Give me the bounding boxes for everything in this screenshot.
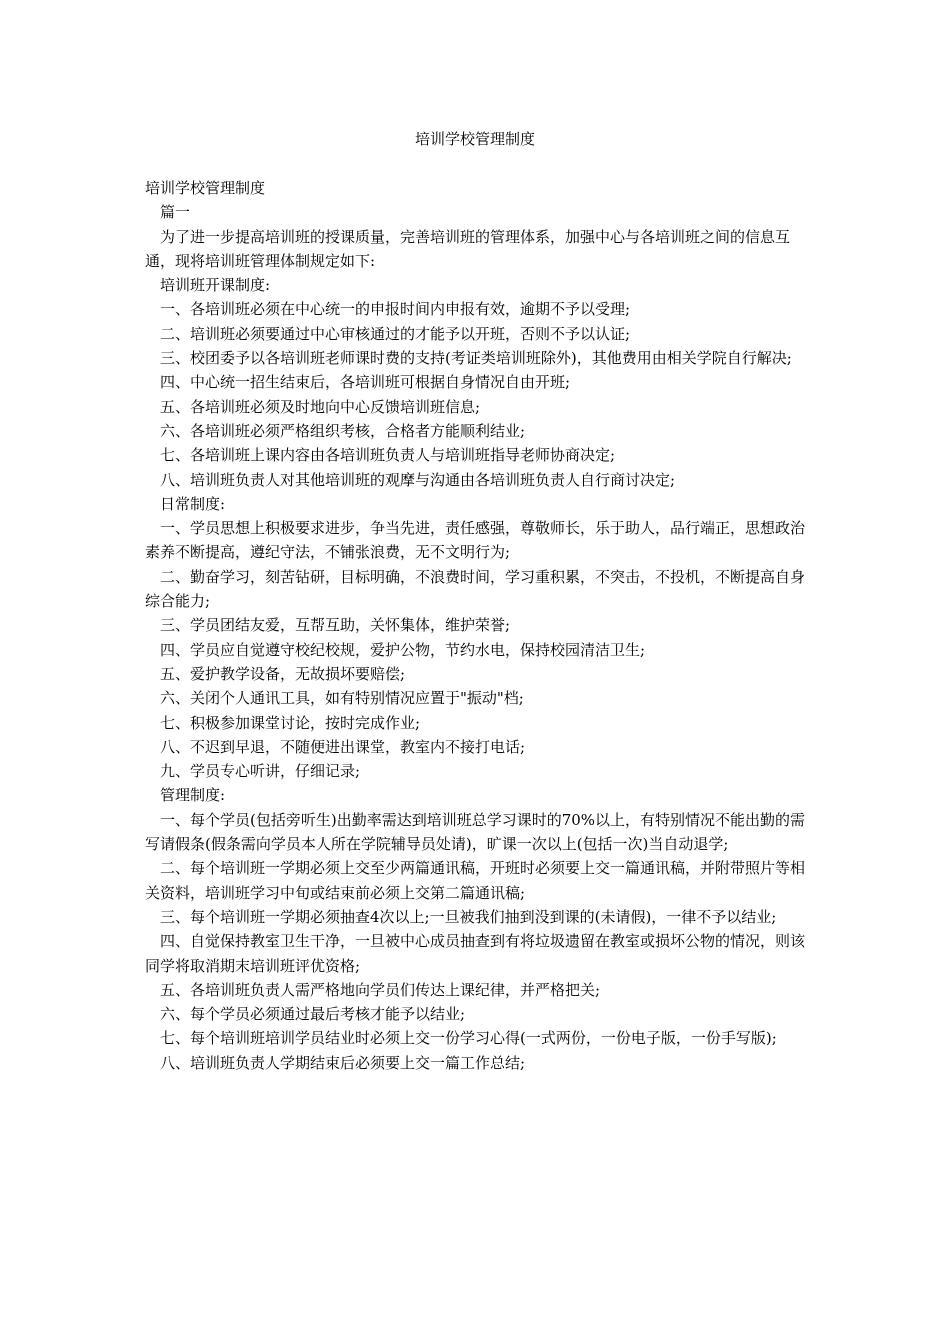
document-body (145, 176, 807, 1075)
paragraph: 为了进一步提高培训班的授课质量，完善培训班的管理体系，加强中心与各培训班之间的信息互通，现将培训班管理体制规定如下: (145, 227, 791, 270)
paragraph: 四、自觉保持教室卫生干净，一旦被中心成员抽查到有将垃圾遗留在教室或损坏公物的情况，则该同学将取消期末培训班评优资格; (145, 932, 806, 975)
paragraph: 二、培训班必须要通过中心审核通过的才能予以开班，否则不予以认证; (160, 324, 631, 343)
doc-heading: 培训学校管理制度 (145, 179, 266, 197)
section-heading: 培训班开课制度: (160, 276, 271, 295)
paragraph: 九、学员专心听讲，仔细记录; (160, 762, 361, 781)
paragraph: 六、各培训班必须严格组织考核，合格者方能顺利结业; (160, 421, 526, 440)
paragraph: 七、每个培训班培训学员结业时必须上交一份学习心得(一式两份，一份电子版，一份手写版); (160, 1029, 777, 1048)
paragraph: 一、每个学员(包括旁听生)出勤率需达到培训班总学习课时的70%以上，有特别情况不能出勤的需写请假条(假条需向学员本人所在学院辅导员处请)，旷课一次以上(包括一次)当自动退学; (145, 810, 806, 854)
paragraph: 八、不迟到早退，不随便进出课堂，教室内不接打电话; (160, 737, 526, 756)
paragraph: 八、培训班负责人学期结束后必须要上交一篇工作总结; (160, 1053, 526, 1072)
paragraph: 七、积极参加课堂讨论，按时完成作业; (160, 713, 421, 732)
paragraph: 五、各培训班必须及时地向中心反馈培训班信息; (160, 397, 481, 416)
paragraph: 一、学员思想上积极要求进步，争当先进，责任感强，尊敬师长，乐于助人，品行端正，思想政治素养不断提高，遵纪守法，不铺张浪费，无不文明行为; (145, 519, 806, 562)
paragraph: 三、学员团结友爱，互帮互助，关怀集体，维护荣誉; (160, 616, 511, 635)
paragraph: 七、各培训班上课内容由各培训班负责人与培训班指导老师协商决定; (160, 446, 616, 465)
paragraph: 五、爱护教学设备，无故损坏要赔偿; (160, 664, 406, 683)
page-title: 培训学校管理制度 (414, 130, 535, 148)
paragraph: 四、学员应自觉遵守校纪校规，爱护公物，节约水电，保持校园清洁卫生; (160, 640, 646, 659)
section-heading: 管理制度: (160, 786, 226, 805)
paragraph: 四、中心统一招生结束后，各培训班可根据自身情况自由开班; (160, 373, 571, 392)
paragraph: 二、每个培训班一学期必须上交至少两篇通讯稿，开班时必须要上交一篇通讯稿，并附带照片等相关资料，培训班学习中旬或结束前必须上交第二篇通讯稿; (145, 859, 806, 902)
paragraph: 八、培训班负责人对其他培训班的观摩与沟通由各培训班负责人自行商讨决定; (160, 470, 676, 489)
paragraph: 三、校团委予以各培训班老师课时费的支持(考证类培训班除外)，其他费用由相关学院自行解决; (160, 349, 792, 368)
paragraph: 五、各培训班负责人需严格地向学员们传达上课纪律，并严格把关; (160, 980, 601, 999)
paragraph: 篇一 (160, 203, 191, 222)
paragraph: 六、每个学员必须通过最后考核才能予以结业; (160, 1005, 466, 1024)
paragraph: 一、各培训班必须在中心统一的申报时间内申报有效，逾期不予以受理; (160, 300, 631, 319)
paragraph: 二、勤奋学习，刻苦钻研，目标明确，不浪费时间，学习重积累，不突击，不投机，不断提高自身综合能力; (145, 567, 806, 611)
paragraph: 三、每个培训班一学期必须抽查4次以上;一旦被我们抽到没到课的(未请假)，一律不予以结业; (160, 907, 777, 926)
section-heading: 日常制度: (160, 494, 226, 513)
paragraph: 六、关闭个人通讯工具，如有特别情况应置于"振动"档; (160, 689, 524, 708)
